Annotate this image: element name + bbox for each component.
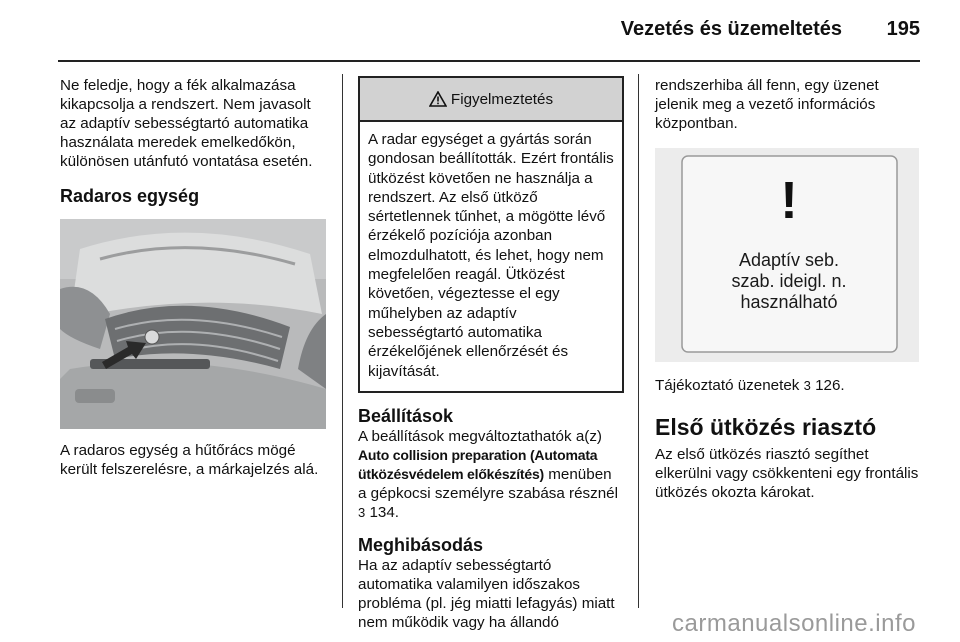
warning-title: Figyelmeztetés — [450, 90, 554, 108]
section-title-settings: Beállítások — [358, 405, 454, 426]
info-ref-page: 126. — [815, 377, 845, 394]
driver-info-display — [655, 148, 919, 362]
section-title-collision: Első ütközés riasztó — [655, 414, 877, 440]
display-exclamation-icon: ! — [780, 172, 798, 230]
header-rule — [58, 60, 920, 62]
section-title-radar: Radaros egység — [60, 186, 200, 206]
warning-body — [360, 122, 622, 391]
fault-paragraph-part1: Ha az adaptív sebességtartó automatika valamilyen időszakos probléma (pl. jég miatti lefagyás) miatt nem működik vagy ha állandó — [358, 556, 615, 631]
radar-caption: A radaros egység a hűtőrács mögé került felszerelésre, a márkajelzés alá. — [60, 442, 319, 478]
info-ref-text: Tájékoztató üzenetek — [655, 377, 800, 394]
watermark: carmanualsonline.info — [672, 610, 916, 637]
header-title: Vezetés és üzemeltetés — [620, 18, 842, 40]
settings-menu-term: Auto collision preparation (Automata ütközésvédelem előkészítés) — [358, 446, 598, 482]
column-2 — [358, 76, 624, 632]
warning-box — [358, 76, 624, 393]
display-line3: használható — [740, 292, 838, 312]
radar-unit-photo — [60, 219, 326, 429]
intro-paragraph: Ne feledje, hogy a fék alkalmazása kikapcsolja a rendszert. Nem javasolt az adaptív sebességtartó automatika használata meredek emelkedőkön, különösen utánfutó vontatása esetén. — [60, 77, 313, 170]
column-divider-1 — [342, 74, 343, 608]
settings-paragraph — [358, 427, 624, 522]
column-3 — [655, 76, 923, 502]
settings-text-before: A beállítások megváltoztathatók a(z) — [358, 427, 602, 445]
display-line1: Adaptív seb. — [738, 250, 840, 270]
info-ref-arrow: 3 — [803, 378, 811, 393]
display-line2: szab. ideigl. n. — [731, 271, 847, 291]
column-1 — [60, 76, 326, 479]
warning-header — [360, 78, 622, 122]
warning-text: A radar egységet a gyártás során gondosan beállították. Ezért frontális ütközést követően ne használja a rendszert. Az első ütköző sértetlennek tűnhet, a mögötte lévő érzékelő pozíciója azonban elmozdulhatott, és lehet, hogy nem megfelelően reagál. Ütközést követően, végeztesse el egy műhelyben az adaptív sebességtartó automatika érzékelőjének ellenőrzését és kijavítását. — [368, 131, 614, 380]
settings-ref-arrow: 3 — [358, 504, 366, 520]
settings-ref-page: 134. — [369, 503, 400, 521]
column-divider-2 — [638, 74, 639, 608]
page-number: 195 — [886, 18, 920, 40]
section-title-fault: Meghibásodás — [358, 534, 484, 555]
collision-paragraph: Az első ütközés riasztó segíthet elkerülni vagy csökkenteni egy frontális ütközés okozta károkat. — [655, 446, 919, 501]
fault-paragraph-part2: rendszerhiba áll fenn, egy üzenet jelenik meg a vezető információs központban. — [655, 77, 879, 132]
settings-text-after: menüben a gépkocsi személyre szabása résznél — [358, 465, 618, 502]
info-ref-paragraph — [655, 376, 923, 395]
warning-triangle-icon — [429, 91, 447, 107]
